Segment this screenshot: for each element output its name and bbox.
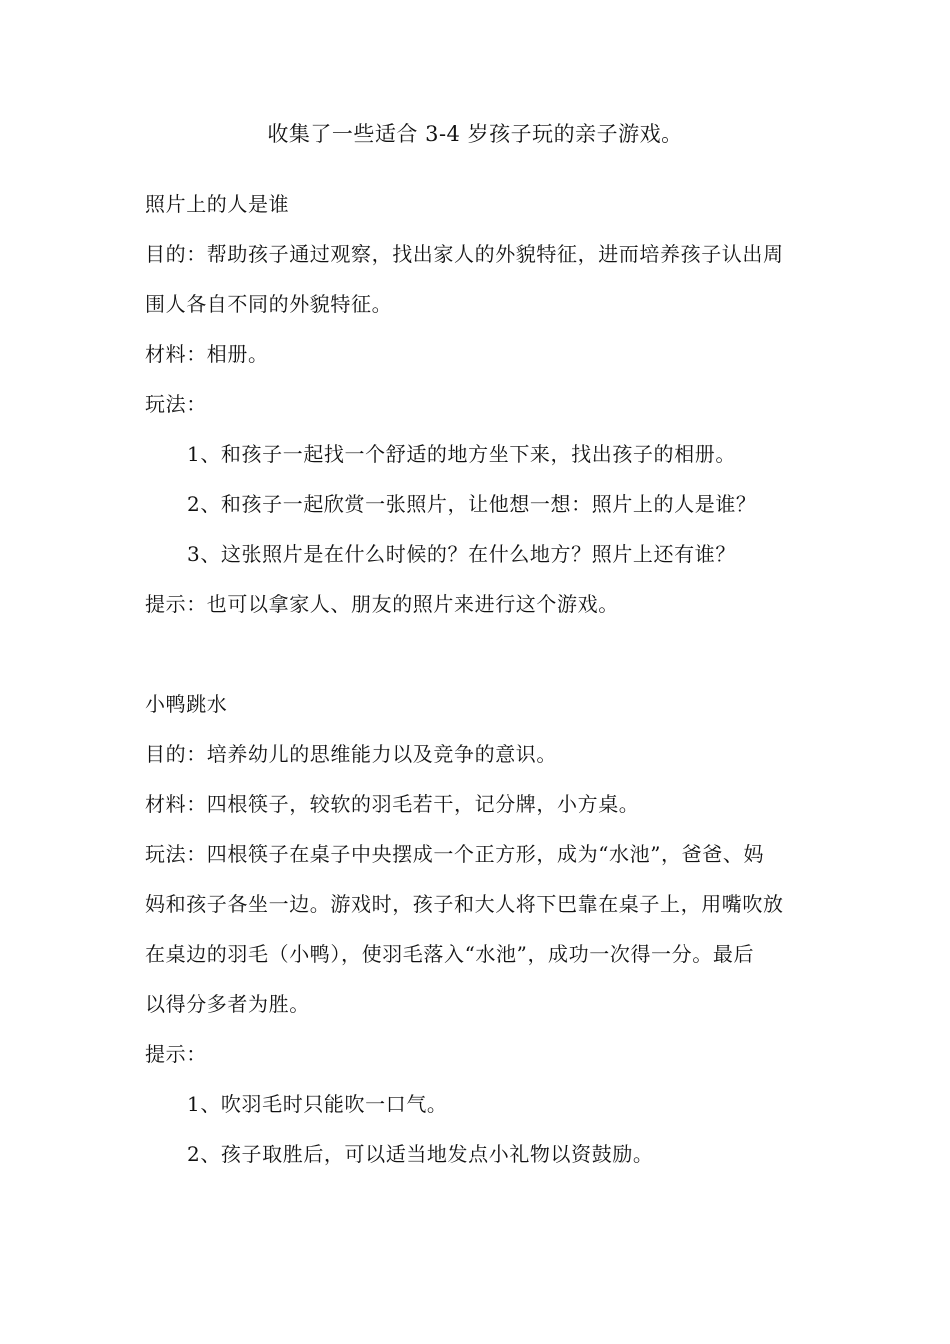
- game2-tip-label: 提示：: [145, 1042, 207, 1066]
- document-title: 收集了一些适合 3-4 岁孩子玩的亲子游戏。: [267, 122, 683, 146]
- game1-step-2: 2、和孩子一起欣赏一张照片，让他想一想：照片上的人是谁？: [187, 492, 757, 516]
- game1-play-label: 玩法：: [145, 392, 207, 416]
- game1-purpose-line2: 围人各自不同的外貌特征。: [145, 292, 393, 316]
- game1-heading: 照片上的人是谁: [145, 192, 290, 216]
- game2-heading: 小鸭跳水: [145, 692, 228, 716]
- game1-tip: 提示：也可以拿家人、朋友的照片来进行这个游戏。: [145, 592, 619, 616]
- game2-play-line-2: 妈和孩子各坐一边。游戏时，孩子和大人将下巴靠在桌子上，用嘴吹放: [145, 892, 784, 916]
- game2-purpose: 目的：培养幼儿的思维能力以及竞争的意识。: [145, 742, 557, 766]
- game2-tip-2: 2、孩子取胜后，可以适当地发点小礼物以资鼓励。: [187, 1142, 654, 1166]
- game2-play-line-4: 以得分多者为胜。: [145, 992, 310, 1016]
- game2-play-line-1: 玩法：四根筷子在桌子中央摆成一个正方形，成为“水池”，爸爸、妈: [145, 842, 765, 866]
- game1-materials: 材料：相册。: [145, 342, 269, 366]
- game2-play-line-3: 在桌边的羽毛（小鸭），使羽毛落入“水池”，成功一次得一分。最后: [145, 942, 755, 966]
- game1-purpose-line1: 目的：帮助孩子通过观察，找出家人的外貌特征，进而培养孩子认出周: [145, 242, 784, 266]
- game1-step-3: 3、这张照片是在什么时候的？在什么地方？照片上还有谁？: [187, 542, 736, 566]
- game2-tip-1: 1、吹羽毛时只能吹一口气。: [187, 1092, 448, 1116]
- game1-step-1: 1、和孩子一起找一个舒适的地方坐下来，找出孩子的相册。: [187, 442, 736, 466]
- game2-materials: 材料：四根筷子，较软的羽毛若干，记分牌，小方桌。: [145, 792, 640, 816]
